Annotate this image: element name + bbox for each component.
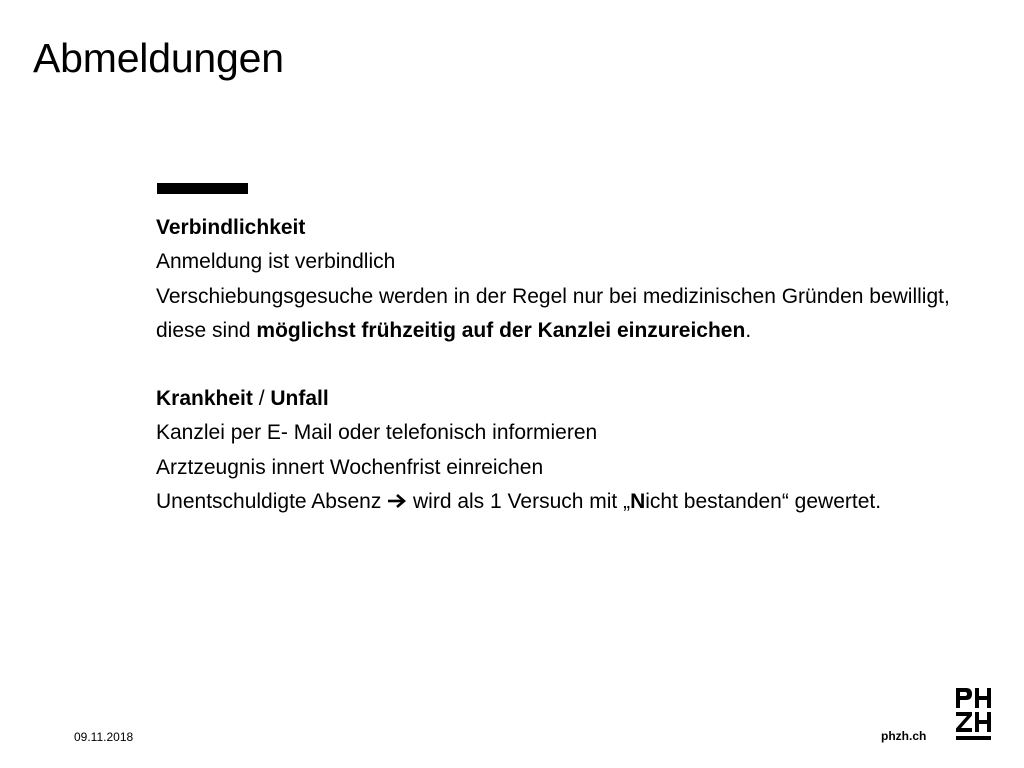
section-krankheit-line-2: Arztzeugnis innert Wochenfrist einreichen — [156, 455, 544, 479]
section-krankheit-line-3-part-2: wird als 1 — [407, 490, 508, 514]
section-verbindlichkeit-line-1: Anmeldung ist verbindlich — [156, 250, 396, 274]
footer-url: phzh.ch — [881, 729, 927, 743]
section-verbindlichkeit-heading: Verbindlichkeit — [156, 216, 306, 239]
section-krankheit-line-3-bold-n: N — [630, 490, 646, 514]
section-verbindlichkeit-line-2-text: Verschiebungsgesuche werden in der Regel nur bei medizinischen Gründen bewilligt, diese sind — [156, 284, 950, 342]
section-krankheit-heading-b: Unfall — [270, 387, 329, 411]
phzh-logo-icon — [954, 686, 994, 742]
section-krankheit-line-3-bold-v: V — [507, 490, 521, 514]
section-krankheit-line-1: Kanzlei per E- Mail oder telefonisch informieren — [156, 421, 598, 445]
section-krankheit-line-3-part-4: icht bestanden“ gewertet. — [645, 490, 882, 514]
section-krankheit-line-3-part-1: Unentschuldigte Absenz — [156, 490, 388, 514]
section-verbindlichkeit-line-2-end: . — [745, 318, 752, 342]
section-krankheit-line-3-part-3: ersuch mit „ — [520, 490, 631, 514]
section-krankheit-heading-sep: / — [252, 387, 271, 411]
accent-bar — [157, 183, 248, 194]
slide-title: Abmeldungen — [33, 35, 284, 81]
section-krankheit-line-3 — [156, 485, 956, 519]
section-krankheit-heading — [156, 382, 956, 416]
slide-content — [156, 211, 956, 519]
section-verbindlichkeit-line-2 — [156, 280, 956, 349]
arrow-right-icon — [387, 493, 407, 509]
section-spacer — [156, 348, 956, 382]
footer-date: 09.11.2018 — [74, 730, 134, 744]
section-krankheit-heading-a: Krankheit — [156, 387, 253, 411]
section-verbindlichkeit-line-2-emphasis: möglichst frühzeitig auf der Kanzlei einzureichen — [256, 318, 746, 342]
